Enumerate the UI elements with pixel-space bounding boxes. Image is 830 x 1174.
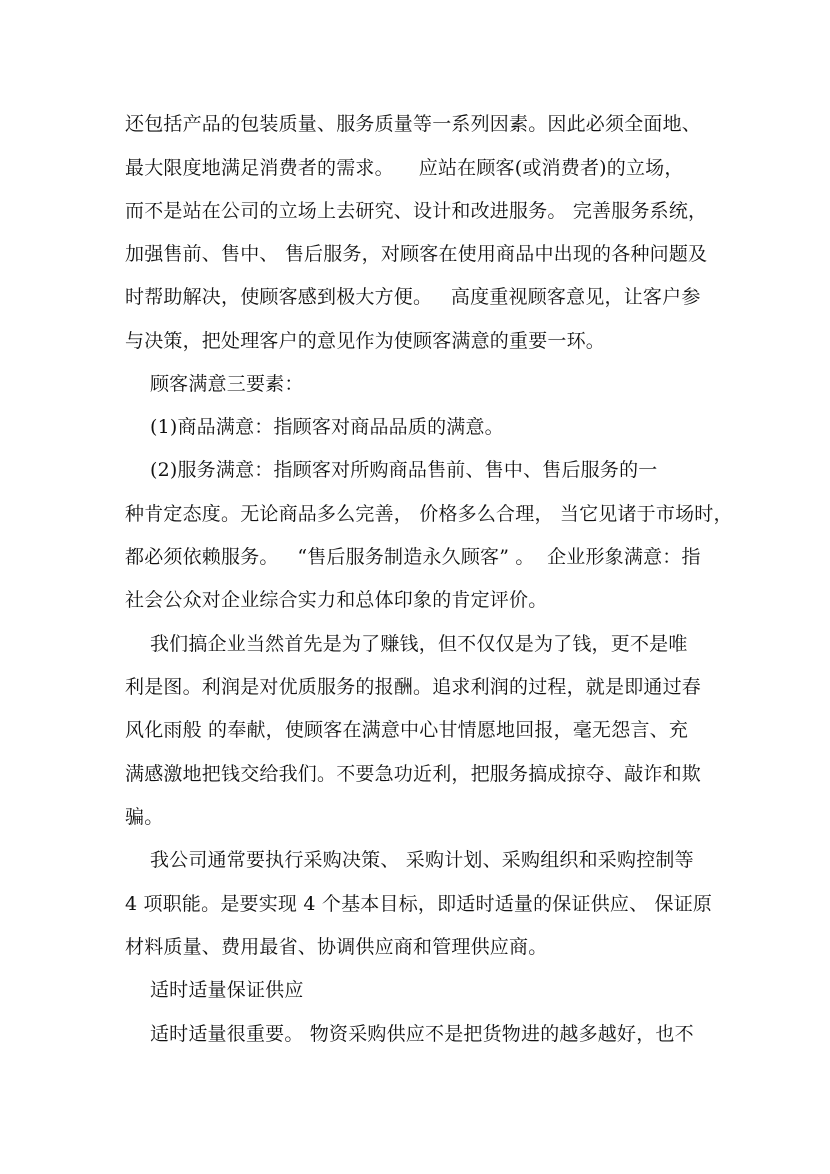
text-line: 最大限度地满足消费者的需求。 应站在顾客(或消费者)的立场， xyxy=(125,157,684,179)
text-line: 都必须依赖服务。 “售后服务制造永久顾客” 。 企业形象满意：指 xyxy=(125,546,701,568)
section-heading: 适时适量保证供应 xyxy=(125,979,304,1001)
text-line: 利是图。利润是对优质服务的报酬。追求利润的过程，就是即通过春 xyxy=(125,676,702,698)
text-line: 骗。 xyxy=(125,806,164,828)
text-line: 还包括产品的包装质量、服务质量等一系列因素。因此必须全面地、 xyxy=(125,113,702,135)
text-line: 风化雨般 的奉献，使顾客在满意中心甘情愿地回报，毫无怨言、充 xyxy=(125,719,689,741)
text-line: 时帮助解决，使顾客感到极大方便。 高度重视顾客意见，让客户参 xyxy=(125,286,701,308)
text-line: 而不是站在公司的立场上去研究、设计和改进服务。 完善服务系统， xyxy=(125,200,708,222)
text-line: 社会公众对企业综合实力和总体印象的肯定评价。 xyxy=(125,589,548,611)
list-item: (1)商品满意：指顾客对商品品质的满意。 xyxy=(125,416,504,438)
text-line: 我公司通常要执行采购决策、 采购计划、采购组织和采购控制等 xyxy=(125,849,694,871)
text-line: 适时适量很重要。 物资采购供应不是把货物进的越多越好，也不 xyxy=(125,1023,694,1045)
list-item: (2)服务满意：指顾客对所购商品售前、售中、售后服务的一 xyxy=(125,459,658,481)
text-line: 材料质量、费用最省、协调供应商和管理供应商。 xyxy=(125,936,548,958)
section-heading: 顾客满意三要素： xyxy=(125,373,304,395)
text-line: 种肯定态度。无论商品多么完善， 价格多么合理， 当它见诸于市场时， xyxy=(125,503,733,525)
text-line: 4 项职能。是要实现 4 个基本目标，即适时适量的保证供应、 保证原 xyxy=(125,893,713,915)
text-line: 我们搞企业当然首先是为了赚钱，但不仅仅是为了钱，更不是唯 xyxy=(125,633,688,655)
text-line: 与决策，把处理客户的意见作为使顾客满意的重要一环。 xyxy=(125,330,606,352)
text-line: 加强售前、售中、 售后服务，对顾客在使用商品中出现的各种问题及 xyxy=(125,243,708,265)
text-line: 满感激地把钱交给我们。不要急功近利，把服务搞成掠夺、敲诈和欺 xyxy=(125,763,702,785)
